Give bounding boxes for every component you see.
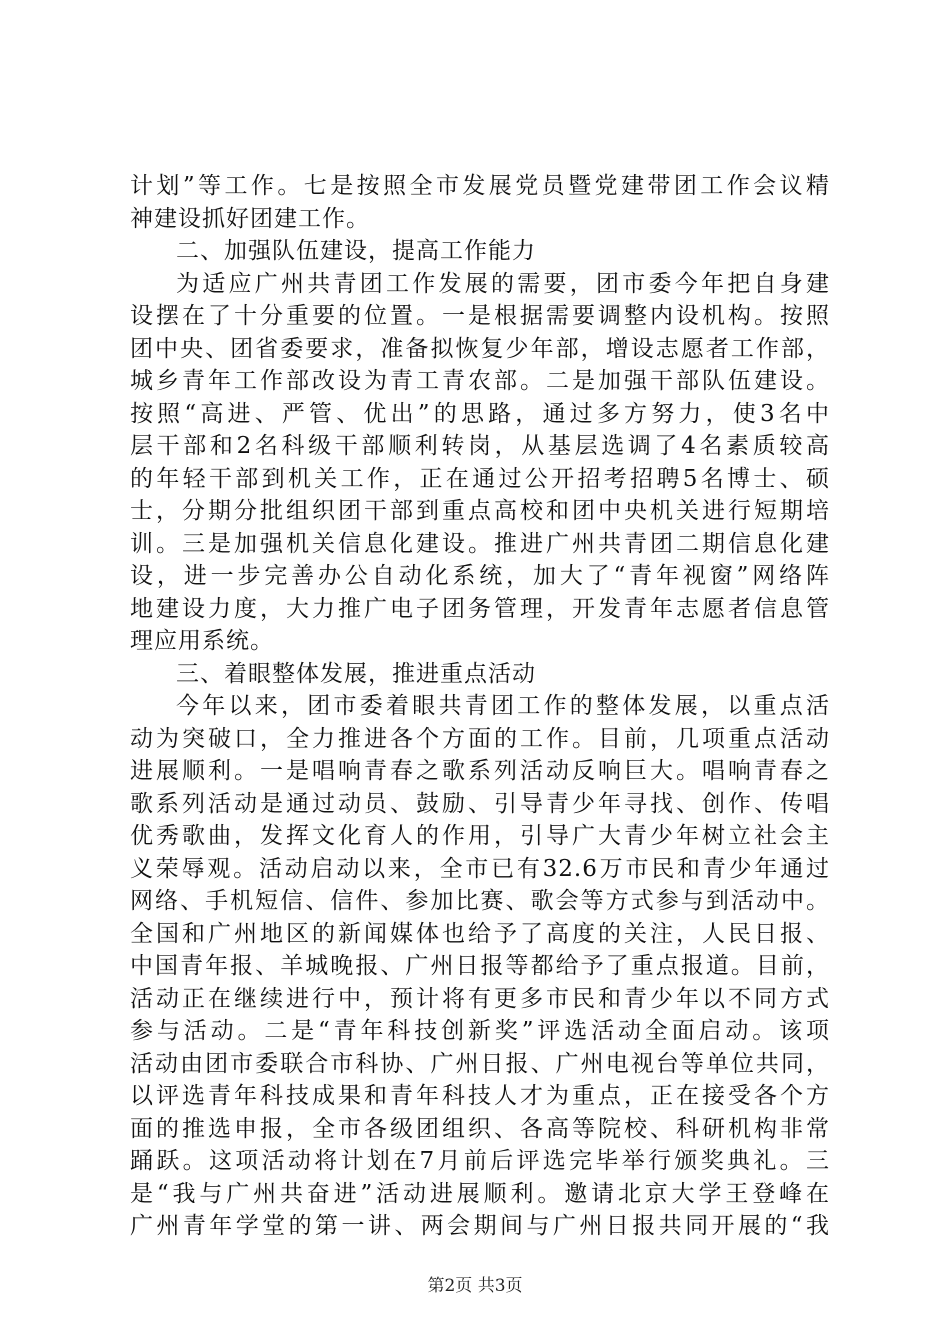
paragraph-line: 的年轻干部到机关工作，正在通过公开招考招聘5名博士、硕 xyxy=(130,465,830,492)
paragraph-line: 动为突破口，全力推进各个方面的工作。目前，几项重点活动 xyxy=(130,725,830,752)
paragraph-line: 地建设力度，大力推广电子团务管理，开发青年志愿者信息管 xyxy=(130,595,830,622)
paragraph-line: 按照“高进、严管、优出”的思路，通过多方努力，使3名中 xyxy=(130,400,830,427)
paragraph-line: 踊跃。这项活动将计划在7月前后评选完毕举行颁奖典礼。三 xyxy=(130,1148,830,1174)
paragraph-line: 网络、手机短信、信件、参加比赛、歌会等方式参与到活动中。 xyxy=(130,888,830,914)
paragraph-line: 全国和广州地区的新闻媒体也给予了高度的关注，人民日报、 xyxy=(130,920,830,947)
paragraph-line: 中国青年报、羊城晚报、广州日报等都给予了重点报道。目前， xyxy=(130,953,830,979)
paragraph-line: 面的推选申报，全市各级团组织、各高等院校、科研机构非常 xyxy=(130,1115,830,1142)
paragraph-line: 为适应广州共青团工作发展的需要，团市委今年把自身建 xyxy=(176,270,830,297)
paragraph-line: 计划”等工作。七是按照全市发展党员暨党建带团工作会议精 xyxy=(130,173,830,199)
paragraph-line: 参与活动。二是“青年科技创新奖”评选活动全面启动。该项 xyxy=(130,1018,830,1044)
paragraph-line: 层干部和2名科级干部顺利转岗，从基层选调了4名素质较高 xyxy=(130,433,830,459)
paragraph-line: 广州青年学堂的第一讲、两会期间与广州日报共同开展的“我 xyxy=(130,1213,830,1239)
paragraph-line: 团中央、团省委要求，准备拟恢复少年部，增设志愿者工作部， xyxy=(130,335,830,362)
paragraph-line: 今年以来，团市委着眼共青团工作的整体发展，以重点活 xyxy=(176,693,830,719)
section-heading: 二、加强队伍建设，提高工作能力 xyxy=(176,238,536,264)
paragraph-line: 进展顺利。一是唱响青春之歌系列活动反响巨大。唱响青春之 xyxy=(130,758,830,784)
paragraph-line: 神建设抓好团建工作。 xyxy=(130,205,370,232)
paragraph-line: 以评选青年科技成果和青年科技人才为重点，正在接受各个方 xyxy=(130,1083,830,1109)
paragraph-line: 设摆在了十分重要的位置。一是根据需要调整内设机构。按照 xyxy=(130,303,830,329)
paragraph-line: 活动由团市委联合市科协、广州日报、广州电视台等单位共同， xyxy=(130,1050,830,1077)
paragraph-line: 设，进一步完善办公自动化系统，加大了“青年视窗”网络阵 xyxy=(130,563,830,589)
section-heading: 三、着眼整体发展，推进重点活动 xyxy=(176,660,536,687)
paragraph-line: 活动正在继续进行中，预计将有更多市民和青少年以不同方式 xyxy=(130,985,830,1012)
document-body xyxy=(130,170,830,1243)
paragraph-line: 是“我与广州共奋进”活动进展顺利。邀请北京大学王登峰在 xyxy=(130,1180,830,1207)
page-number-footer: 第2页 共3页 xyxy=(427,1276,523,1296)
paragraph-line: 义荣辱观。活动启动以来，全市已有32.6万市民和青少年通过 xyxy=(130,855,830,882)
paragraph-line: 理应用系统。 xyxy=(130,628,274,654)
paragraph-line: 士，分期分批组织团干部到重点高校和团中央机关进行短期培 xyxy=(130,498,830,524)
paragraph-line: 歌系列活动是通过动员、鼓励、引导青少年寻找、创作、传唱 xyxy=(130,790,830,817)
paragraph-line: 训。三是加强机关信息化建设。推进广州共青团二期信息化建 xyxy=(130,530,830,557)
paragraph-line: 优秀歌曲，发挥文化育人的作用，引导广大青少年树立社会主 xyxy=(130,823,830,849)
paragraph-line: 城乡青年工作部改设为青工青农部。二是加强干部队伍建设。 xyxy=(130,368,830,394)
